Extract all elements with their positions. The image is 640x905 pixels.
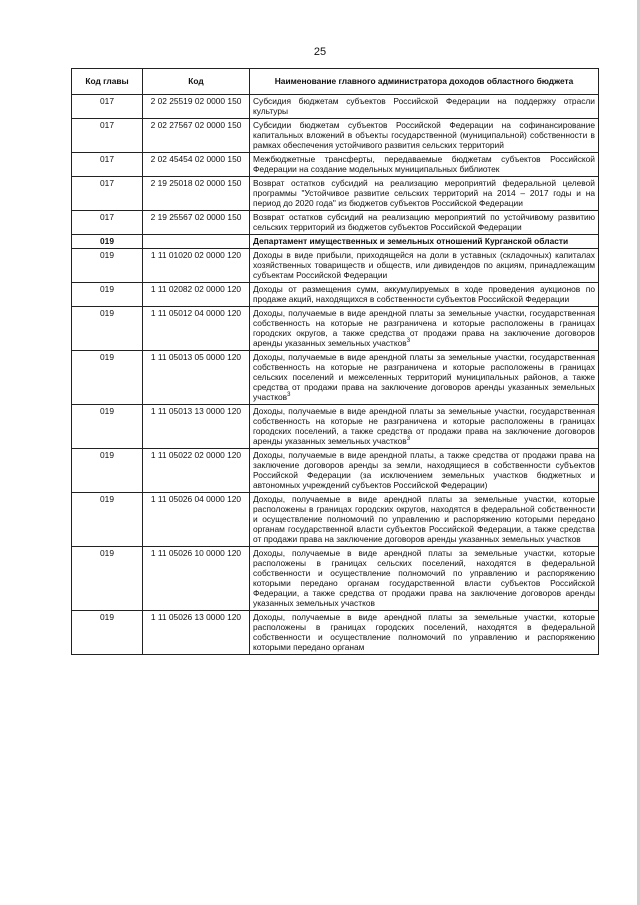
cell-administrator-name — [250, 177, 599, 211]
cell-code: 1 11 05026 04 0000 120 — [143, 493, 250, 547]
cell-chapter-code: 019 — [72, 611, 143, 655]
name-text: Доходы, получаемые в виде арендной платы за земельные участки, которые расположены в границах городских поселений, находятся в федеральной собственности и осуществление полномочий по управлению и распоряжению которыми передано органам — [253, 612, 595, 652]
cell-chapter-code: 019 — [72, 307, 143, 351]
cell-code: 1 11 05026 10 0000 120 — [143, 547, 250, 611]
table-header-row — [72, 69, 599, 95]
name-text: Доходы, получаемые в виде арендной платы за земельные участки, государственная собственность на которые не разграничена и которые расположены в границах сельских поселений и межселенных территорий муниципальных районов, а также средства от продажи права на заключение договоров аренды указанных земельных участков — [253, 352, 595, 402]
cell-chapter-code: 017 — [72, 119, 143, 153]
cell-code: 2 02 25519 02 0000 150 — [143, 95, 250, 119]
table-row — [72, 307, 599, 351]
cell-code: 2 19 25018 02 0000 150 — [143, 177, 250, 211]
cell-administrator-name — [250, 547, 599, 611]
cell-code: 2 02 27567 02 0000 150 — [143, 119, 250, 153]
cell-administrator-name — [250, 307, 599, 351]
cell-chapter-code: 017 — [72, 211, 143, 235]
header-administrator-name: Наименование главного администратора доходов областного бюджета — [250, 69, 599, 95]
cell-chapter-code: 019 — [72, 283, 143, 307]
table-row — [72, 249, 599, 283]
cell-administrator-name — [250, 235, 599, 249]
cell-chapter-code: 017 — [72, 177, 143, 211]
page-number: 25 — [313, 46, 327, 58]
cell-administrator-name — [250, 449, 599, 493]
cell-administrator-name — [250, 351, 599, 405]
revenue-administrators-table — [71, 68, 599, 655]
name-text: Доходы, получаемые в виде арендной платы за земельные участки, государственная собственность на которые не разграничена и которые расположены в границах городских округов, а также средства от продажи права на заключение договоров аренды указанных земельных участков — [253, 308, 595, 348]
name-text: Возврат остатков субсидий на реализацию мероприятий федеральной целевой программы "Устойчивое развитие сельских территорий на 2014 – 2017 годы и на период до 2020 года" из бюджетов субъектов Российской Федерации — [253, 178, 595, 208]
cell-code: 2 02 45454 02 0000 150 — [143, 153, 250, 177]
footnote-ref: 3 — [287, 392, 291, 399]
header-chapter-code: Код главы — [72, 69, 143, 95]
cell-code: 2 19 25567 02 0000 150 — [143, 211, 250, 235]
name-text: Доходы, получаемые в виде арендной платы за земельные участки, которые расположены в границах городских округов, находятся в федеральной собственности и осуществление полномочий по управлению и распоряжению которыми передано органам государственной власти субъектов Российской Федерации, а также средства от продажи права на заключение договоров аренды указанных земельных участков — [253, 494, 595, 544]
table-row — [72, 283, 599, 307]
cell-code — [143, 235, 250, 249]
cell-chapter-code: 019 — [72, 547, 143, 611]
cell-administrator-name — [250, 283, 599, 307]
name-text: Департамент имущественных и земельных отношений Курганской области — [253, 236, 569, 246]
table-row — [72, 95, 599, 119]
table-row — [72, 351, 599, 405]
name-text: Межбюджетные трансферты, передаваемые бюджетам субъектов Российской Федерации на создание модельных муниципальных библиотек — [253, 154, 595, 174]
cell-chapter-code: 019 — [72, 351, 143, 405]
table-row-department — [72, 235, 599, 249]
cell-chapter-code: 017 — [72, 153, 143, 177]
cell-administrator-name — [250, 493, 599, 547]
cell-code: 1 11 05022 02 0000 120 — [143, 449, 250, 493]
table-row — [72, 211, 599, 235]
name-text: Доходы, получаемые в виде арендной платы, а также средства от продажи права на заключение договоров аренды за земли, находящиеся в собственности субъектов Российской Федерации (за исключением земельных участков бюджетных и автономных учреждений субъектов Российской Федерации) — [253, 450, 595, 490]
table-row — [72, 119, 599, 153]
cell-code: 1 11 05012 04 0000 120 — [143, 307, 250, 351]
cell-administrator-name — [250, 119, 599, 153]
header-code: Код — [143, 69, 250, 95]
footnote-ref: 3 — [406, 436, 411, 443]
name-text: Доходы от размещения сумм, аккумулируемых в ходе проведения аукционов по продаже акций, находящихся в собственности субъектов Российской Федерации — [253, 284, 595, 304]
cell-administrator-name — [250, 211, 599, 235]
footnote-ref: 3 — [406, 338, 411, 345]
table-row — [72, 547, 599, 611]
cell-chapter-code: 019 — [72, 493, 143, 547]
cell-code: 1 11 05013 13 0000 120 — [143, 405, 250, 449]
cell-chapter-code: 019 — [72, 249, 143, 283]
name-text: Доходы в виде прибыли, приходящейся на доли в уставных (складочных) капиталах хозяйственных товариществ и обществ, или дивидендов по акциям, принадлежащим субъектам Российской Федерации — [253, 250, 595, 280]
name-text: Доходы, получаемые в виде арендной платы за земельные участки, которые расположены в границах сельских поселений, находятся в федеральной собственности и осуществление полномочий по управлению и распоряжению которыми передано органам государственной власти субъектов Российской Федерации, а также средства от продажи права на заключение договоров аренды указанных земельных участков — [253, 548, 595, 608]
cell-code: 1 11 02082 02 0000 120 — [143, 283, 250, 307]
cell-code: 1 11 05026 13 0000 120 — [143, 611, 250, 655]
cell-code: 1 11 01020 02 0000 120 — [143, 249, 250, 283]
cell-code: 1 11 05013 05 0000 120 — [143, 351, 250, 405]
table-row — [72, 493, 599, 547]
table-row — [72, 177, 599, 211]
table-row — [72, 611, 599, 655]
table-row — [72, 449, 599, 493]
cell-administrator-name — [250, 249, 599, 283]
name-text: Доходы, получаемые в виде арендной платы за земельные участки, государственная собственность на которые не разграничена и которые расположены в границах городских поселений, а также средства от продажи права на заключение договоров аренды указанных земельных участков — [253, 406, 595, 446]
name-text: Субсидии бюджетам субъектов Российской Федерации на софинансирование капитальных вложений в объекты государственной (муниципальной) собственности в рамках обеспечения устойчивого развития сельских территорий — [253, 120, 595, 150]
cell-chapter-code: 019 — [72, 235, 143, 249]
cell-administrator-name — [250, 153, 599, 177]
table-row — [72, 153, 599, 177]
cell-administrator-name — [250, 405, 599, 449]
table-row — [72, 405, 599, 449]
cell-chapter-code: 017 — [72, 95, 143, 119]
name-text: Субсидия бюджетам субъектов Российской Федерации на поддержку отрасли культуры — [253, 96, 595, 116]
name-text: Возврат остатков субсидий на реализацию мероприятий по устойчивому развитию сельских территорий из бюджетов субъектов Российской Федерации — [253, 212, 595, 232]
cell-administrator-name — [250, 95, 599, 119]
cell-administrator-name — [250, 611, 599, 655]
cell-chapter-code: 019 — [72, 405, 143, 449]
cell-chapter-code: 019 — [72, 449, 143, 493]
